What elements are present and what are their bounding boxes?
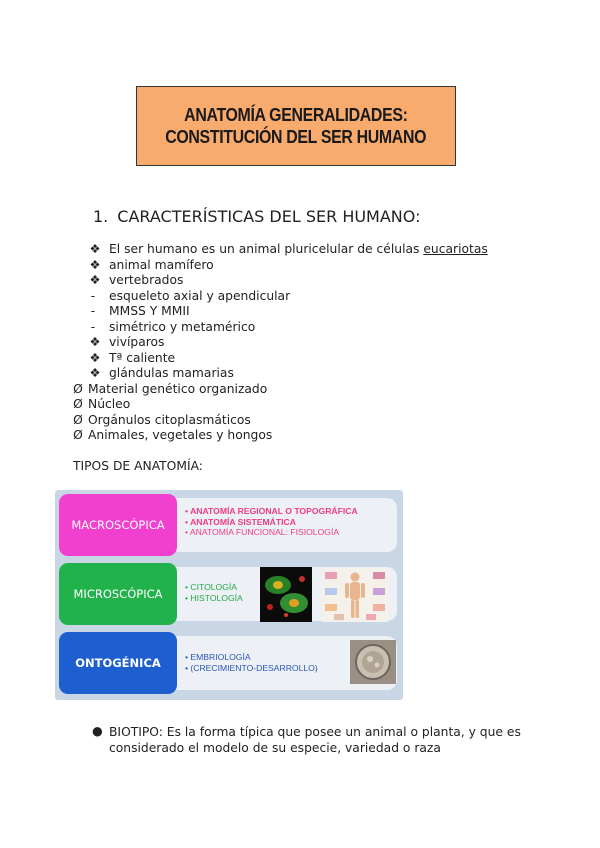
- list-item-text: MMSS Y MMII: [109, 304, 190, 318]
- biotipo-text: BIOTIPO: Es la forma típica que posee un animal o planta, y que es considerado el modelo de su especie, variedad o raza: [109, 725, 521, 755]
- list-item-text: Material genético organizado: [88, 381, 268, 396]
- list-item-text: Orgánulos citoplasmáticos: [88, 412, 251, 427]
- diamond-bullet-icon: ❖: [89, 257, 101, 272]
- diamond-bullet-icon: ❖: [89, 350, 101, 365]
- list-item-text: Núcleo: [88, 397, 131, 411]
- micro-item: • CITOLOGÍA: [185, 582, 238, 592]
- section-number: 1.: [93, 207, 109, 226]
- diamond-bullet-icon: ❖: [89, 366, 101, 380]
- macro-item: • ANATOMÍA FUNCIONAL: FISIOLOGÍA: [185, 527, 340, 537]
- micro-items: [185, 582, 243, 603]
- list-item-text: vertebrados: [109, 273, 184, 287]
- macro-label: MACROSCÓPICA: [59, 494, 177, 556]
- title-line-2: CONSTITUCIÓN DEL SER HUMANO: [165, 126, 427, 147]
- list-item-text: Tª caliente: [109, 350, 176, 365]
- micro-band: [59, 563, 397, 625]
- list-item-text: glándulas mamarias: [109, 366, 234, 380]
- underlined-term: eucariotas: [423, 242, 488, 256]
- section-heading: [93, 207, 420, 226]
- macro-band: [59, 494, 397, 556]
- histology-figure-image: [322, 568, 388, 622]
- diamond-bullet-icon: ❖: [89, 242, 101, 256]
- list-item-text: El ser humano es un animal pluricelular de células: [109, 242, 424, 256]
- macro-items: [185, 506, 358, 538]
- title-box: [136, 86, 456, 166]
- macro-item: • ANATOMÍA SISTEMÁTICA: [185, 516, 296, 527]
- onto-items: [185, 652, 318, 673]
- diamond-bullet-icon: ❖: [89, 273, 101, 287]
- list-item-text: Animales, vegetales y hongos: [88, 428, 273, 442]
- empty-set-bullet-icon: Ø: [73, 381, 83, 396]
- dash-bullet: -: [90, 288, 96, 303]
- cell-micrograph-image: [260, 567, 312, 622]
- tipos-heading: TIPOS DE ANATOMÍA:: [73, 459, 203, 473]
- diamond-bullet-icon: ❖: [89, 335, 101, 349]
- dash-bullet: -: [90, 319, 96, 334]
- anatomy-types-diagram: [55, 490, 403, 700]
- embryo-image: [350, 640, 396, 684]
- empty-set-bullet-icon: Ø: [73, 412, 83, 427]
- list-item-text: esqueleto axial y apendicular: [109, 288, 291, 303]
- list-item-text: animal mamífero: [109, 257, 214, 272]
- micro-label: MICROSCÓPICA: [59, 563, 177, 625]
- empty-set-bullet-icon: Ø: [73, 397, 83, 411]
- onto-item: • EMBRIOLOGÍA: [185, 652, 251, 662]
- dash-bullet: -: [90, 304, 96, 318]
- list-item-text: vivíparos: [109, 335, 165, 349]
- bullet-icon: ●: [92, 724, 103, 738]
- section-heading-text: CARACTERÍSTICAS DEL SER HUMANO:: [117, 207, 421, 226]
- onto-label: ONTOGÉNICA: [59, 632, 177, 694]
- title-line-1: ANATOMÍA GENERALIDADES:: [184, 104, 408, 125]
- onto-band: [59, 632, 397, 694]
- macro-item: • ANATOMÍA REGIONAL O TOPOGRÁFICA: [185, 506, 358, 516]
- list-item-text: simétrico y metamérico: [109, 319, 256, 334]
- onto-item: • (CRECIMIENTO-DESARROLLO): [185, 662, 318, 673]
- empty-set-bullet-icon: Ø: [73, 428, 83, 442]
- micro-item: • HISTOLOGÍA: [185, 592, 243, 603]
